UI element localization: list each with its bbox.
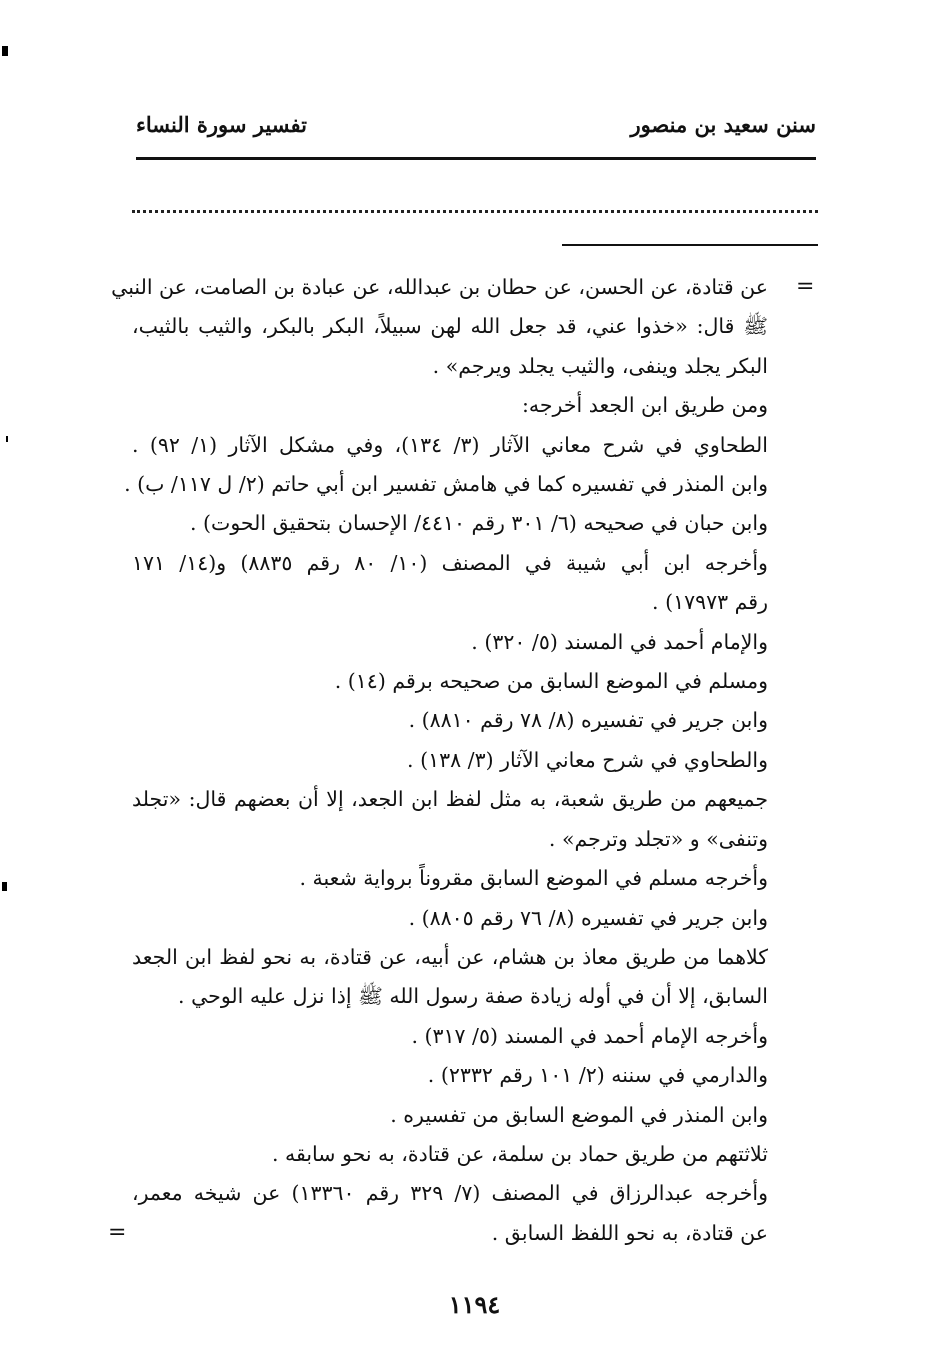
- text-line: والإمام أحمد في المسند (٥/ ٣٢٠) .: [471, 629, 768, 654]
- text-line: وابن جرير في تفسيره (٨/ ٧٦ رقم ٨٨٠٥) .: [408, 905, 768, 930]
- text-line: الطحاوي في شرح معاني الآثار (٣/ ١٣٤)، وفي مشكل الآثار (١/ ٩٢) .: [132, 432, 768, 457]
- text-line: رقم ١٧٩٧٣) .: [652, 590, 768, 615]
- footnote-text: [111, 268, 768, 1253]
- text-line: وأخرجه ابن أبي شيبة في المصنف (١٠/ ٨٠ رقم ٨٨٣٥) و(١٤/ ١٧١: [132, 550, 768, 575]
- running-header: [136, 112, 816, 146]
- text-line: وابن المنذر في تفسيره كما في هامش تفسير ابن أبي حاتم (٢/ ل ١١٧/ ب) .: [124, 472, 768, 497]
- text-line: ثلاثتهم من طريق حماد بن سلمة، عن قتادة، به نحو سابقه .: [271, 1141, 768, 1166]
- continuation-mark-top: =: [796, 274, 815, 299]
- text-line: والطحاوي في شرح معاني الآثار (٣/ ١٣٨) .: [407, 747, 768, 772]
- text-line: وابن حبان في صحيحه (٦/ ٣٠١ رقم ٤٤١٠/ الإحسان بتحقيق الحوت) .: [190, 511, 768, 536]
- text-line: ومن طريق ابن الجعد أخرجه:: [521, 393, 768, 418]
- text-line: والدارمي في سننه (٢/ ١٠١ رقم ٢٣٣٢) .: [427, 1063, 768, 1088]
- scan-speck: [2, 882, 7, 891]
- text-line: وابن المنذر في الموضع السابق من تفسيره .: [390, 1102, 768, 1127]
- page-number: ١١٩٤: [448, 1290, 501, 1319]
- footnote-separator: [562, 244, 818, 246]
- text-line: عن قتادة، به نحو اللفظ السابق .: [491, 1220, 768, 1245]
- text-line: ﷺ قال: «خذوا عني، قد جعل الله لهن سبيلاً، البكر بالبكر، والثيب بالثيب،: [132, 314, 768, 339]
- text-line: ومسلم في الموضع السابق من صحيحه برقم (١٤) .: [334, 669, 768, 694]
- text-line: عن قتادة، عن الحسن، عن حطان بن عبدالله، عن عبادة بن الصامت، عن النبي: [111, 275, 768, 299]
- continuation-mark-bottom: =: [108, 1220, 127, 1245]
- text-line: وأخرجه مسلم في الموضع السابق مقروناً برواية شعبة .: [299, 866, 768, 891]
- text-line: السابق، إلا أن في أوله زيادة صفة رسول الله ﷺ إذا نزل عليه الوحي .: [178, 984, 768, 1009]
- section-title: تفسير سورة النساء: [136, 112, 307, 137]
- text-line: البكر يجلد وينفى، والثيب يجلد ويرجم» .: [432, 353, 768, 378]
- header-rule: [136, 157, 816, 160]
- text-line: جميعهم من طريق شعبة، به مثل لفظ ابن الجعد، إلا أن بعضهم قال: «تجلد: [132, 787, 768, 812]
- text-line: وتنفى» و «تجلد وترجم» .: [548, 826, 768, 851]
- book-title: سنن سعيد بن منصور: [630, 112, 816, 137]
- text-line: وابن جرير في تفسيره (٨/ ٧٨ رقم ٨٨١٠) .: [408, 708, 768, 733]
- dotted-separator: [132, 210, 818, 213]
- scan-speck: [2, 46, 8, 56]
- text-line: وأخرجه الإمام أحمد في المسند (٥/ ٣١٧) .: [411, 1023, 768, 1048]
- text-line: كلاهما من طريق معاذ بن هشام، عن أبيه، عن قتادة، به نحو لفظ ابن الجعد: [132, 944, 768, 969]
- scan-speck: [6, 436, 8, 442]
- text-line: وأخرجه عبدالرزاق في المصنف (٧/ ٣٢٩ رقم ١٣٣٦٠) عن شيخه معمر،: [132, 1181, 768, 1206]
